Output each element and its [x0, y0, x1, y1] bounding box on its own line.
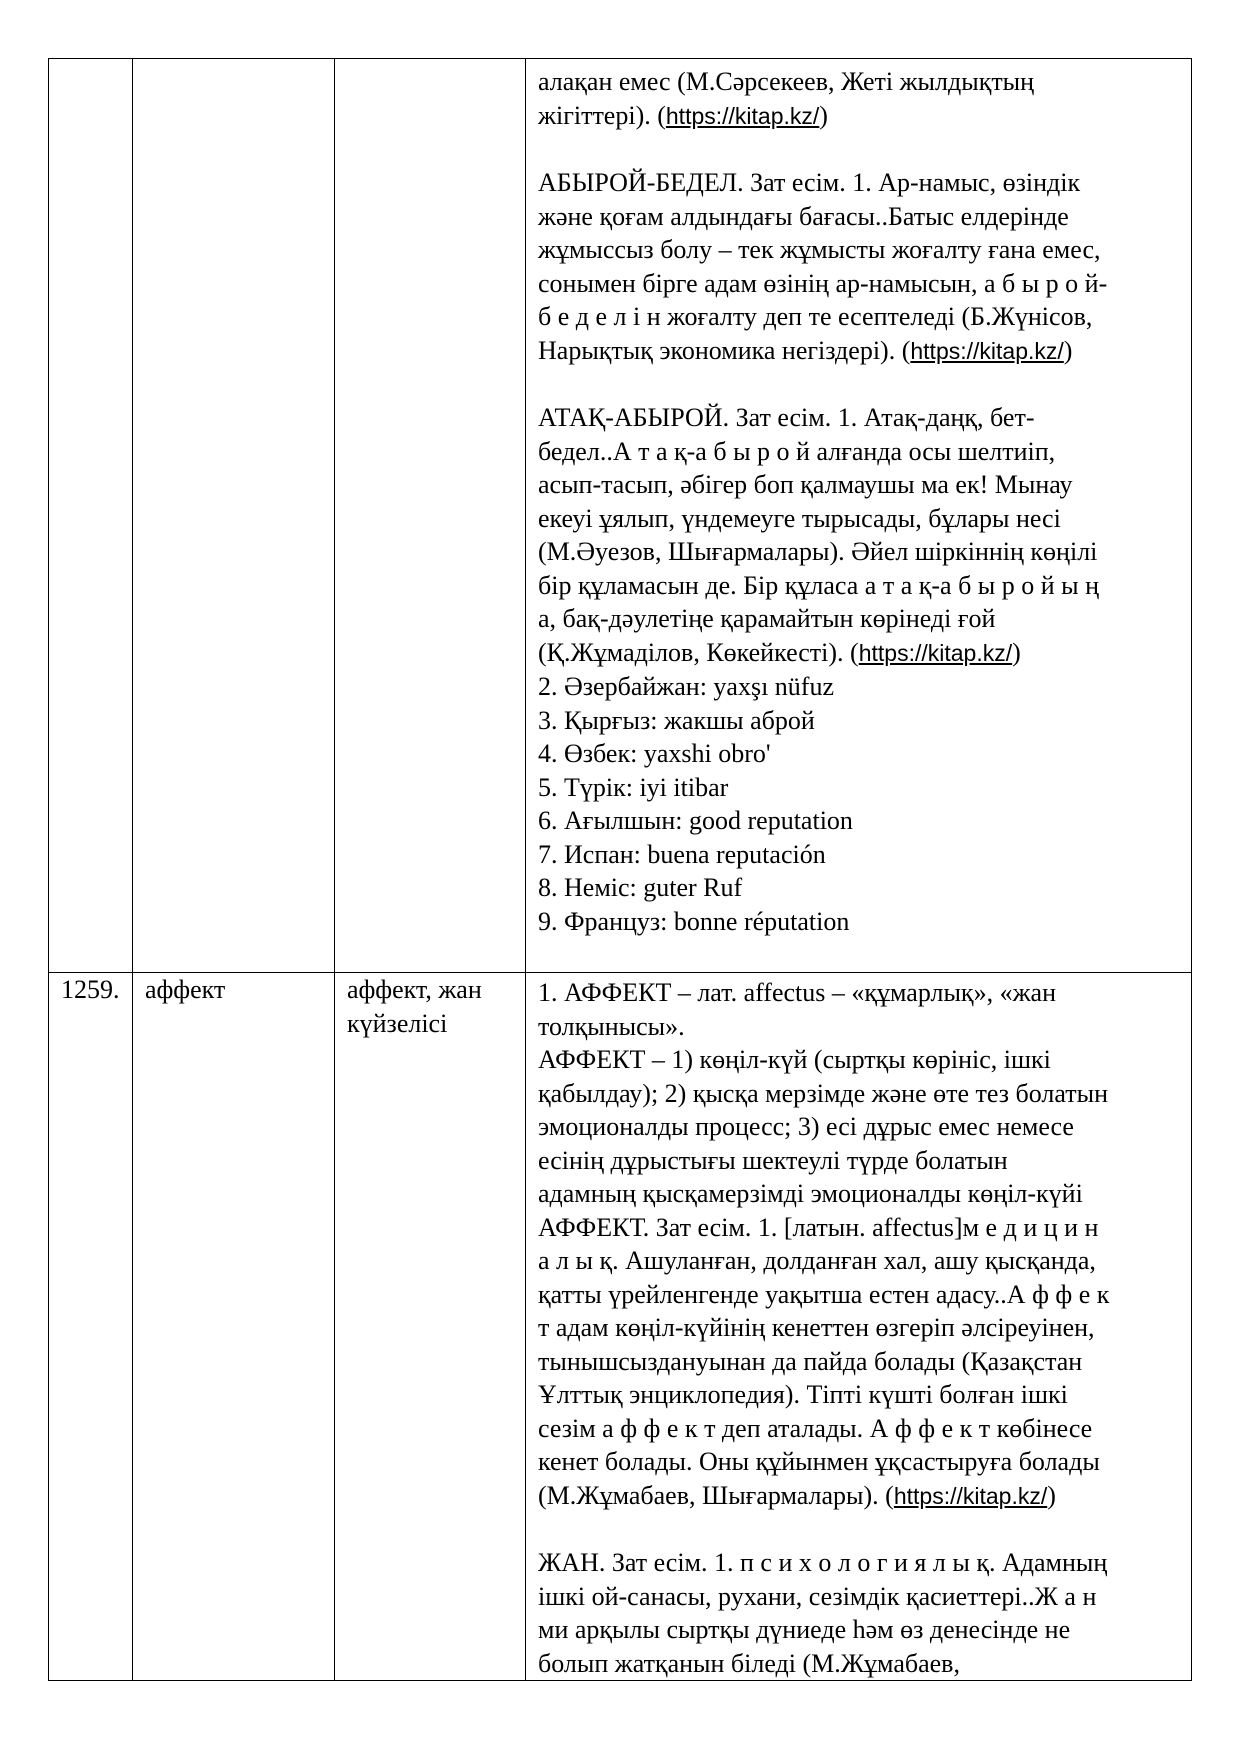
paragraph: АТАҚ-АБЫРОЙ. Зат есім. 1. Атақ-даңқ, бет- бедел..А т а қ-а б ы р о й алғанда осы шелтиіп, асып-тасып, әбігер боп қалмаушы ма ек! Мынау екеуі ұялып, үндемеуге тырысады, бұлары несі (М.Әуезов, Шығармалары). Әйел шіркіннің көңілі бір құламасын де. Бір құласа а т а қ-а б ы р о й ы ң а, бақ-дәулетіңе қарамайтын көрінеді ғой (Қ.Жұмаділов, Көкейкесті). (https://kitap.kz/) [538, 403, 1100, 667]
entry-description [526, 973, 1192, 1681]
paragraph: алақан емес (М.Сәрсекеев, Жеті жылдықтың жігіттері). (https://kitap.kz/) [538, 67, 1035, 130]
language-item: 3. Қырғыз: жакшы аброй [538, 705, 815, 735]
language-item: 8. Неміс: guter Ruf [538, 873, 743, 902]
entry-word: аффект [133, 973, 335, 1681]
entry-number [49, 59, 133, 973]
source-link[interactable]: https://kitap.kz/ [910, 337, 1064, 364]
entry-translation [335, 973, 526, 1681]
language-item: 2. Әзербайжан: yaxşı nüfuz [538, 672, 834, 701]
source-link[interactable]: https://kitap.kz/ [893, 1482, 1048, 1509]
entry-translation [335, 59, 526, 973]
language-item: 9. Француз: bonne réputation [538, 906, 850, 936]
translation-text: аффект, жан күйзелісі [347, 975, 482, 1038]
paragraph: АБЫРОЙ-БЕДЕЛ. Зат есім. 1. Ар-намыс, өзіндік және қоғам алдындағы бағасы..Батыс елдерінде жұмыссыз болу – тек жұмысты жоғалту ғана емес, сонымен бірге адам өзінің ар-намысын, а б ы р о й- б е д е л і н жоғалту деп те есептеледі (Б.Жүнісов, Нарықтық экономика негіздері). (https://kitap.kz/) [538, 168, 1108, 365]
source-link[interactable]: https://kitap.kz/ [665, 102, 820, 129]
language-item: 7. Испан: buena reputación [538, 839, 826, 869]
language-item: 4. Өзбек: yaxshi obro' [538, 739, 771, 768]
source-link[interactable]: https://kitap.kz/ [858, 639, 1013, 666]
language-list [538, 670, 1191, 938]
paragraph: 1. АФФЕКТ – лат. affectus – «құмарлық», «жан толқынысы». АФФЕКТ – 1) көңіл-күй (сыртқы көрініс, ішкі қабылдау); 2) қысқа мерзімде және өте тез болатын эмоционалды процесс; 3) есі дұрыс емес немесе есінің дұрыстығы шектеулі түрде болатын адамның қысқамерзімді эмоционалды көңіл-күйі АФФЕКТ. Зат есім. 1. [латын. affectus]м е д и ц и н а л ы қ. Ашуланған, долданған хал, ашу қысқанда, қатты үрейленгенде уақытша естен адасу..А ф ф е к т адам көңіл-күйінің кенеттен өзгеріп әлсіреуінен, тынышсыздануынан да пайда болады (Қазақстан Ұлттық энциклопедия). Тіпті күшті болған ішкі сезім а ф ф е к т деп аталады. А ф ф е к т көбінесе кенет болады. Оны құйынмен ұқсастыруға болады (М.Жұмабаев, Шығармалары). (https://kitap.kz/) [538, 978, 1110, 1510]
paragraph: ЖАН. Зат есім. 1. п с и х о л о г и я л ы қ. Адамның ішкі ой-санасы, рухани, сезімдік қасиеттері..Ж а н ми арқылы сыртқы дүниеде һәм өз денесінде не болып жатқанын біледі (М.Жұмабаев, [538, 1548, 1108, 1678]
language-item: 6. Ағылшын: good reputation [538, 806, 853, 835]
entry-number: 1259. [49, 973, 133, 1681]
entry-description [526, 59, 1192, 973]
table-row [49, 59, 1192, 973]
entry-word [133, 59, 335, 973]
table-row [49, 973, 1192, 1681]
dictionary-table [48, 58, 1192, 1681]
language-item: 5. Түрік: iyi itibar [538, 772, 729, 802]
